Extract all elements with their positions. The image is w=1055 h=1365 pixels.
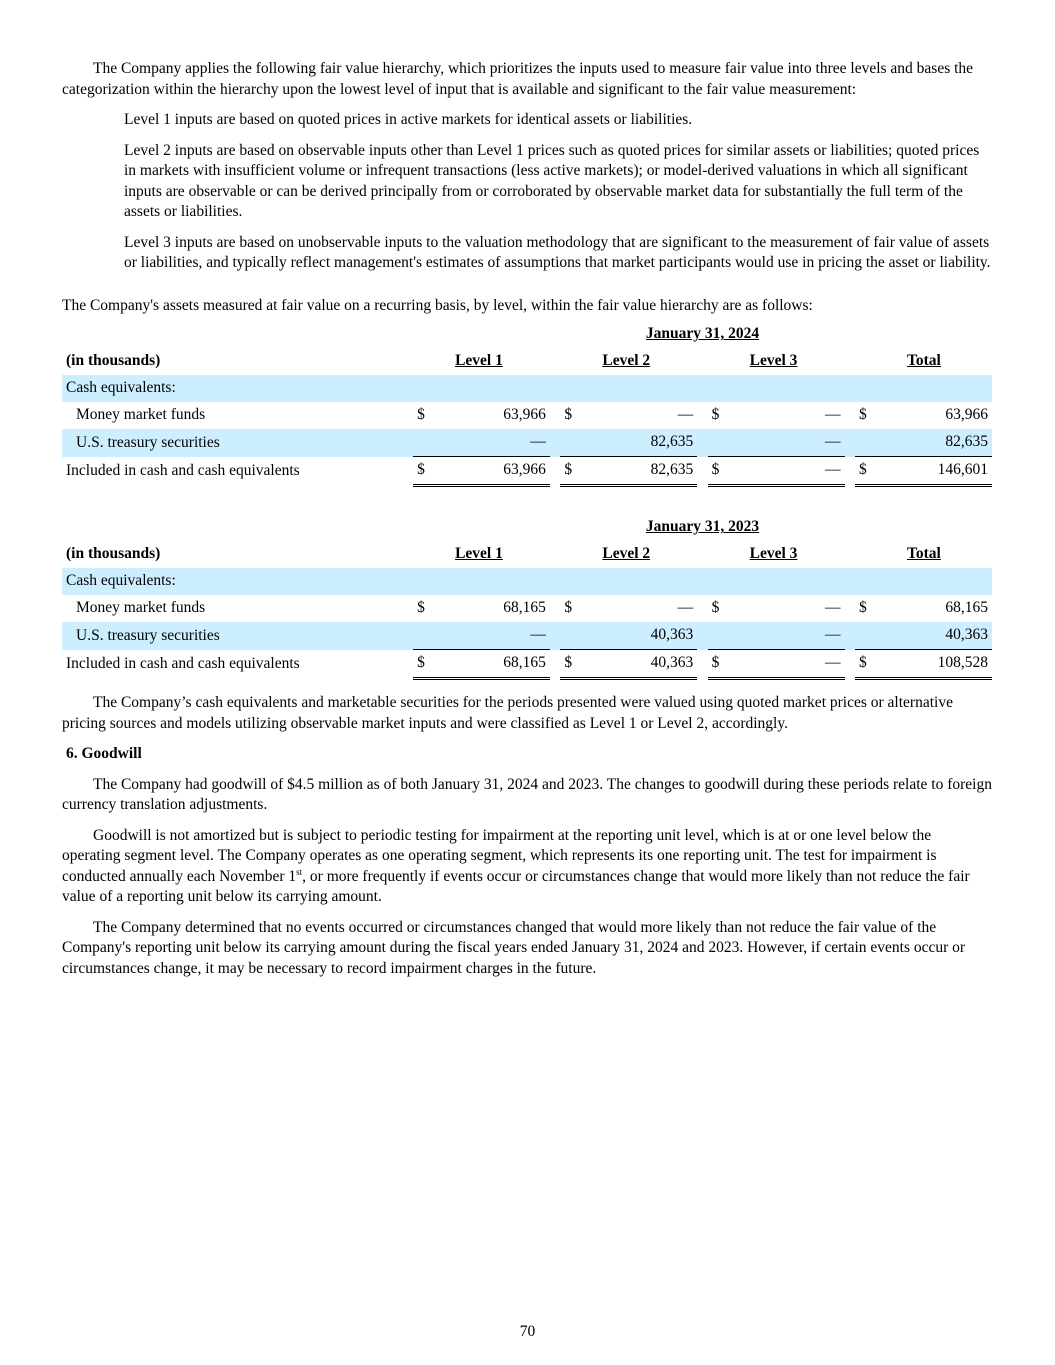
units-label: (in thousands): [66, 352, 161, 370]
level3-definition: Level 3 inputs are based on unobservable inputs to the valuation methodology that are significant to the measurement of fair value of assets or liabilities, and typically reflect management's estimates of assumptions that market participants would use in pricing the asset or liability.: [124, 233, 991, 271]
cell-value: 146,601: [867, 457, 992, 486]
column-header-level2: Level 2: [602, 545, 651, 563]
table-period: January 31, 2024: [645, 325, 760, 343]
cell-value: 82,635: [573, 429, 697, 457]
column-header-total: Total: [906, 545, 941, 563]
cell-value: —: [825, 406, 841, 424]
ordinal-suffix: st: [296, 866, 303, 877]
section-label: Cash equivalents:: [62, 375, 992, 402]
column-header-level2: Level 2: [602, 352, 651, 370]
currency-symbol: $: [560, 650, 573, 679]
assets-intro: The Company's assets measured at fair value on a recurring basis, by level, within the fair value hierarchy are as follows:: [62, 296, 813, 314]
row-label: U.S. treasury securities: [62, 622, 413, 650]
section-label: Cash equivalents:: [62, 568, 992, 595]
cell-value: 40,363: [573, 622, 697, 650]
goodwill-p2-text: Goodwill is not amortized but is subject to periodic testing for impairment at the reporting unit level, which is at or one level below the operating segment level. The Company operates as one operating segment, which represents its one reporting unit. The test for impairment is conducted annually each November 1: [62, 826, 937, 885]
cell-value: 82,635: [867, 429, 992, 457]
currency-symbol: $: [708, 650, 721, 679]
currency-symbol: $: [417, 599, 425, 617]
currency-symbol: $: [708, 457, 721, 486]
cell-value: —: [720, 650, 844, 679]
goodwill-p2-text-cont: , or more frequently if events occur or circumstances change that would more likely than not reduce the fair value of a reporting unit below its carrying amount.: [62, 867, 970, 905]
column-header-level3: Level 3: [749, 545, 798, 563]
table-row-total: [62, 650, 992, 679]
table-row: [62, 402, 992, 429]
currency-symbol: $: [858, 599, 867, 617]
currency-symbol: [855, 622, 868, 650]
cell-value: 68,165: [503, 599, 546, 617]
currency-symbol: [413, 622, 426, 650]
cell-value: 108,528: [867, 650, 992, 679]
cell-value: 63,966: [503, 406, 546, 424]
currency-symbol: $: [564, 599, 573, 617]
currency-symbol: [708, 429, 721, 457]
document-page: [62, 59, 992, 979]
cell-value: —: [677, 599, 694, 617]
cell-value: —: [720, 457, 844, 486]
currency-symbol: [708, 622, 721, 650]
currency-symbol: $: [413, 650, 426, 679]
table-period: January 31, 2023: [645, 518, 760, 536]
currency-symbol: $: [855, 650, 868, 679]
valuation-note: The Company’s cash equivalents and marketable securities for the periods presented were valued using quoted market prices or alternative pricing sources and models utilizing observable market inputs and were classified as Level 1 or Level 2, accordingly.: [62, 694, 953, 732]
currency-symbol: $: [417, 406, 425, 424]
cell-value: —: [720, 622, 844, 650]
cell-value: —: [720, 429, 844, 457]
level2-definition: Level 2 inputs are based on observable inputs other than Level 1 prices such as quoted prices for similar assets or liabilities; quoted prices in markets with insufficient volume or infrequent transactions (less active markets); or model-derived valuations in which all significant inputs are observable or can be derived principally from or corroborated by observable market data for substantially the full term of the assets or liabilities.: [124, 141, 980, 220]
cell-value: 40,363: [573, 650, 697, 679]
goodwill-paragraph-3: The Company determined that no events occurred or circumstances changed that would more likely than not reduce the fair value of the Company's reporting unit below its carrying amount during the fiscal years ended January 31, 2024 and 2023. However, if certain events occur or circumstances change, it may be necessary to record impairment charges in the future.: [62, 918, 966, 977]
table-row-total: [62, 457, 992, 486]
currency-symbol: [855, 429, 868, 457]
column-header-level3: Level 3: [749, 352, 798, 370]
goodwill-heading: 6. Goodwill: [66, 745, 142, 762]
currency-symbol: $: [711, 599, 720, 617]
cell-value: —: [677, 406, 694, 424]
cell-value: —: [825, 599, 841, 617]
cell-value: 63,966: [945, 406, 988, 424]
goodwill-paragraph-2: [62, 826, 992, 908]
cell-value: 63,966: [426, 457, 550, 486]
currency-symbol: $: [858, 406, 867, 424]
intro-paragraph: The Company applies the following fair value hierarchy, which prioritizes the inputs used to measure fair value into three levels and bases the categorization within the hierarchy upon the lowest level of input that is available and significant to the fair value measurement:: [62, 60, 974, 98]
column-header-total: Total: [906, 352, 941, 370]
cell-value: 68,165: [945, 599, 988, 617]
currency-symbol: [413, 429, 426, 457]
row-label: U.S. treasury securities: [62, 429, 413, 457]
fair-value-table-2024: [62, 321, 992, 487]
currency-symbol: $: [564, 406, 573, 424]
table-row: [62, 622, 992, 650]
currency-symbol: $: [413, 457, 426, 486]
page-number: 70: [519, 1323, 536, 1340]
currency-symbol: $: [855, 457, 868, 486]
level1-definition: Level 1 inputs are based on quoted prices in active markets for identical assets or liabilities.: [124, 111, 693, 128]
cell-value: 68,165: [426, 650, 550, 679]
cell-value: 40,363: [867, 622, 992, 650]
row-label: Money market funds: [76, 406, 206, 424]
row-label: Included in cash and cash equivalents: [66, 461, 300, 479]
units-label: (in thousands): [66, 545, 161, 563]
cell-value: —: [426, 429, 550, 457]
row-label: Included in cash and cash equivalents: [66, 654, 300, 672]
row-label: Money market funds: [76, 599, 206, 617]
column-header-level1: Level 1: [455, 352, 503, 370]
currency-symbol: $: [711, 406, 720, 424]
fair-value-table-2023: [62, 514, 992, 680]
cell-value: —: [426, 622, 550, 650]
currency-symbol: [560, 622, 573, 650]
column-header-level1: Level 1: [455, 545, 503, 563]
table-row: [62, 429, 992, 457]
currency-symbol: [560, 429, 573, 457]
goodwill-paragraph-1: The Company had goodwill of $4.5 million as of both January 31, 2024 and 2023. The changes to goodwill during these periods relate to foreign currency translation adjustments.: [62, 775, 992, 813]
table-row: [62, 595, 992, 622]
cell-value: 82,635: [573, 457, 697, 486]
currency-symbol: $: [560, 457, 573, 486]
